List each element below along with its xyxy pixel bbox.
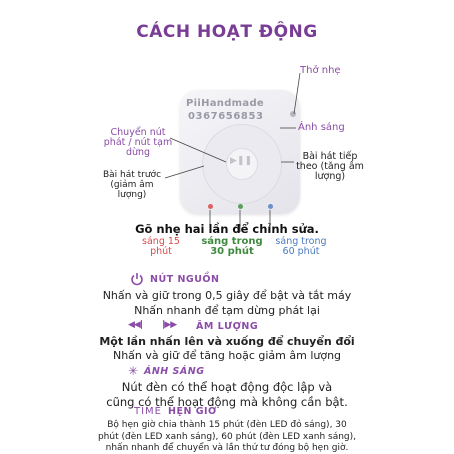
line-play-pause <box>170 138 226 162</box>
line-tap <box>294 73 300 114</box>
timer-line-1: Bộ hẹn giờ chia thành 15 phút (đèn LED đỏ sáng), 30 <box>107 420 347 430</box>
page-title: CÁCH HOẠT ĐỘNG <box>136 22 318 42</box>
light-line-1: Nút đèn có thể hoạt động độc lập và <box>121 380 333 394</box>
light-section-heading: ÁNH SÁNG <box>144 366 205 377</box>
device-phone: 0367656853 <box>188 111 264 122</box>
next-track-icon: |▶▶ <box>162 320 177 330</box>
prev-track-icon: ◀◀| <box>128 320 143 330</box>
power-line-2: Nhấn nhanh để tạm dừng phát lại <box>134 304 320 317</box>
volume-section-heading: ÂM LƯỢNG <box>196 321 259 332</box>
timer-section-heading: HẸN GIỜ <box>168 406 217 417</box>
line-prev <box>165 166 204 178</box>
power-section-heading: NÚT NGUỒN <box>150 274 220 285</box>
callout-tap: Thở nhẹ <box>300 65 341 76</box>
callout-next: Bài hát tiếp theo (tăng âm lượng) <box>296 151 364 182</box>
light-icon: ✳ <box>128 364 139 378</box>
power-line-1: Nhấn và giữ trong 0,5 giây để bật và tắt máy <box>102 289 352 302</box>
timer-label-blue: sáng trong 60 phút <box>275 236 327 257</box>
timer-line-2: phút (đèn LED xanh sáng), 60 phút (đèn LED xanh sáng), <box>97 432 357 442</box>
power-icon <box>130 272 144 286</box>
volume-line-2: Nhấn và giữ để tăng hoặc giảm âm lượng <box>112 349 342 362</box>
volume-line-1: Một lần nhấn lên và xuống để chuyển đổi <box>99 335 355 348</box>
callout-play-pause: Chuyển nút phát / nút tạm dừng <box>103 127 173 158</box>
timer-line-3: nhấn nhanh để chuyển và lần thứ tư đóng bộ hẹn giờ. <box>105 443 349 453</box>
callout-prev: Bài hát trước (giảm âm lượng) <box>102 170 162 200</box>
light-line-2: cũng có thể hoạt động mà không cần bật. <box>106 395 348 409</box>
timer-label-red: sáng 15 phút <box>142 236 180 257</box>
device-brand: PiiHandmade <box>186 98 264 109</box>
timer-time-label: TIME <box>134 406 163 417</box>
callout-light: Ánh sáng <box>298 122 345 133</box>
double-tap-caption: Gõ nhẹ hai lần để chỉnh sửa. <box>135 222 319 236</box>
timer-label-green: sáng trong 30 phút <box>201 236 263 257</box>
play-pause-icon: ▶❚❚ <box>230 156 253 166</box>
